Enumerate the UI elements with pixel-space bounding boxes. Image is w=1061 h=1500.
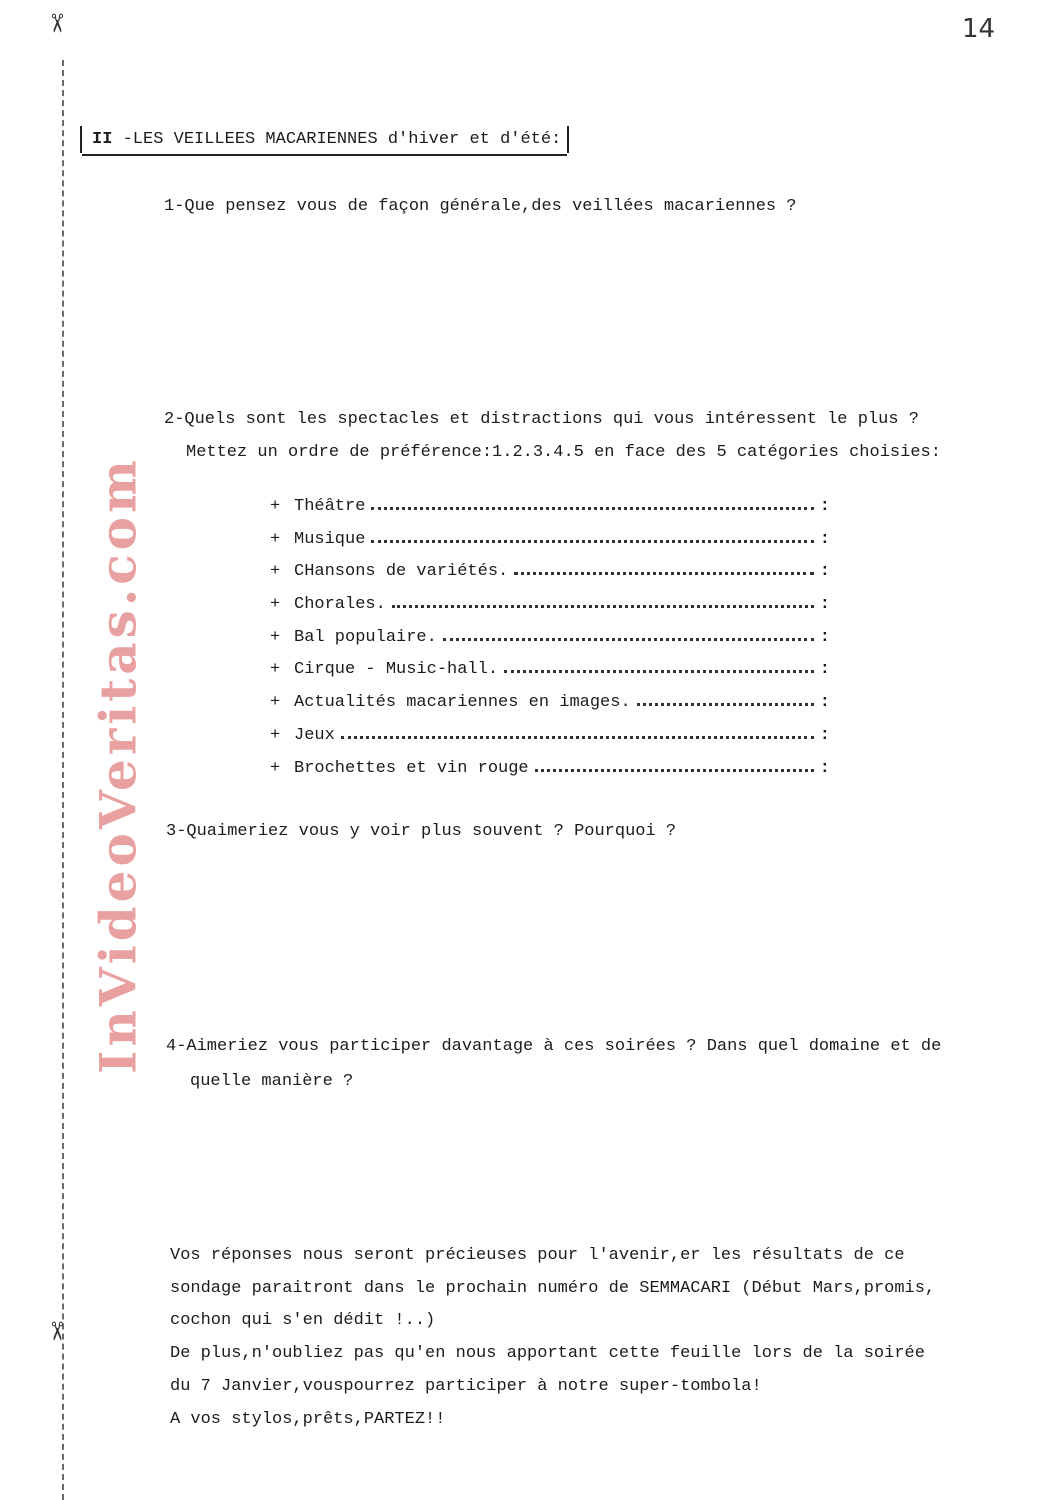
option-end: : (819, 497, 830, 516)
page-number: 14 (962, 14, 996, 44)
dot-leader (371, 497, 813, 510)
option-item (270, 693, 830, 726)
section-title (80, 126, 569, 153)
option-marker: + (270, 595, 281, 615)
question-2: 2-Quels sont les spectacles et distractions qui vous intéressent le plus ? (164, 410, 919, 429)
dot-leader (504, 660, 814, 673)
closing-line: cochon qui s'en dédit !..) (170, 1311, 436, 1331)
dot-leader (637, 693, 814, 706)
option-end: : (819, 627, 830, 647)
option-end: : (819, 725, 830, 745)
option-end: : (819, 693, 830, 713)
option-marker: + (270, 529, 281, 549)
option-marker: + (270, 562, 281, 582)
option-end: : (819, 562, 830, 582)
question-4-continued: quelle manière ? (190, 1072, 354, 1091)
section-numeral: II (92, 130, 113, 149)
option-label: Jeux (294, 725, 335, 745)
closing-line: De plus,n'oubliez pas qu'en nous apportant cette feuille lors de la soirée (170, 1344, 925, 1364)
option-marker: + (270, 758, 281, 778)
closing-line: A vos stylos,prêts,PARTEZ!! (170, 1409, 446, 1429)
section-title-text: -LES VEILLEES MACARIENNES d'hiver et d'été: (112, 130, 562, 149)
option-label: Bal populaire. (294, 627, 437, 647)
closing-line: du 7 Janvier,vouspourrez participer à notre super-tombola! (170, 1376, 762, 1396)
option-item (270, 726, 830, 759)
option-item (270, 759, 830, 792)
dot-leader (443, 628, 814, 641)
closing-line: sondage paraitront dans le prochain numéro de SEMMACARI (Début Mars,promis, (170, 1278, 936, 1298)
question-2-instruction: Mettez un ordre de préférence:1.2.3.4.5 en face des 5 catégories choisies: (186, 443, 941, 462)
closing-note (170, 1240, 990, 1436)
dot-leader (535, 759, 814, 772)
section-rule (82, 154, 567, 156)
option-end: : (819, 595, 830, 615)
dot-leader (392, 595, 814, 608)
option-label: Théâtre (294, 497, 366, 516)
option-item (270, 497, 830, 530)
option-label: Brochettes et vin rouge (294, 758, 529, 778)
dot-leader (371, 530, 813, 543)
option-label: Musique (294, 529, 366, 549)
scissors-icon: ✂ (35, 12, 74, 34)
option-item (270, 628, 830, 661)
question-3: 3-Quaimeriez vous y voir plus souvent ? Pourquoi ? (166, 822, 677, 841)
option-label: Actualités macariennes en images. (294, 693, 631, 713)
option-end: : (819, 758, 830, 778)
option-marker: + (270, 660, 281, 680)
option-end: : (819, 660, 830, 680)
options-list (270, 497, 830, 791)
option-item (270, 562, 830, 595)
option-item (270, 660, 830, 693)
option-label: Chorales. (294, 595, 386, 615)
scissors-icon: ✂ (35, 1320, 74, 1342)
closing-line: Vos réponses nous seront précieuses pour l'avenir,er les résultats de ce (170, 1246, 905, 1265)
option-marker: + (270, 497, 281, 516)
option-marker: + (270, 725, 281, 745)
cut-line (62, 60, 64, 1500)
option-item (270, 530, 830, 563)
option-end: : (819, 529, 830, 549)
option-marker: + (270, 627, 281, 647)
option-item (270, 595, 830, 628)
watermark: InVideoVeritas.com (88, 456, 148, 1074)
option-label: CHansons de variétés. (294, 562, 509, 582)
dot-leader (514, 562, 814, 575)
option-label: Cirque - Music-hall. (294, 660, 499, 680)
question-1: 1-Que pensez vous de façon générale,des veillées macariennes ? (164, 197, 797, 216)
question-4: 4-Aimeriez vous participer davantage à ces soirées ? Dans quel domaine et de (166, 1037, 942, 1056)
option-marker: + (270, 693, 281, 713)
dot-leader (341, 726, 814, 739)
